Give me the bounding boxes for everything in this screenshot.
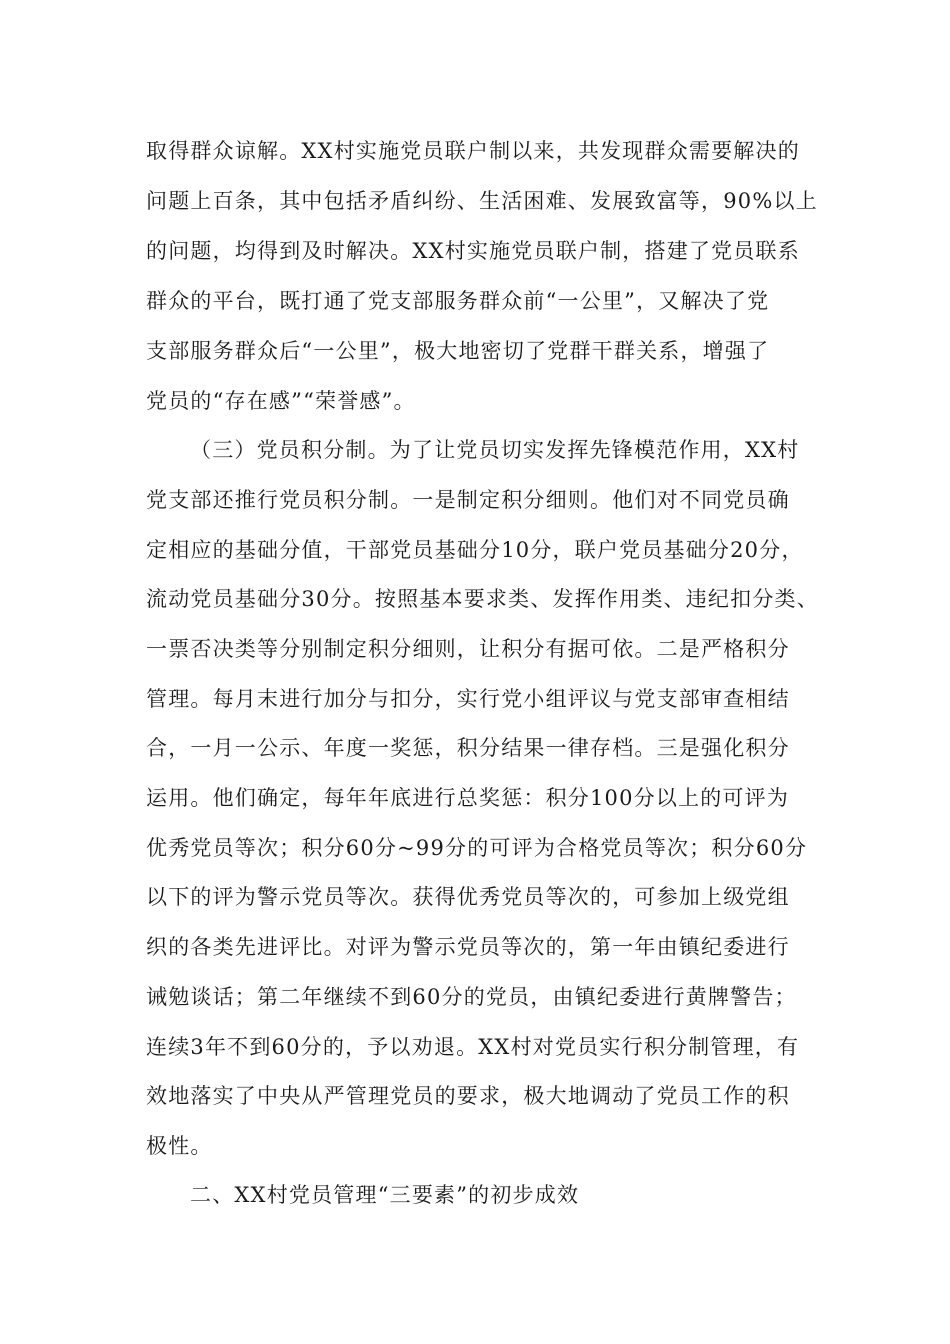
text-line: 问题上百条，其中包括矛盾纠纷、生活困难、发展致富等，90%以上 [146, 189, 818, 213]
text-line: 优秀党员等次；积分60分~99分的可评为合格党员等次；积分60分 [146, 836, 808, 860]
text-line: 管理。每月末进行加分与扣分，实行党小组评议与党支部审查相结 [146, 687, 790, 711]
text-line: 极性。 [146, 1134, 213, 1158]
text-line: 连续3年不到60分的，予以劝退。XX村对党员实行积分制管理，有 [146, 1035, 800, 1059]
text-line: 织的各类先进评比。对评为警示党员等次的，第一年由镇纪委进行 [146, 935, 790, 959]
section-heading: 二、XX村党员管理“三要素”的初步成效 [190, 1183, 580, 1207]
text-line: 一票否决类等分别制定积分细则，让积分有据可依。二是严格积分 [146, 637, 790, 661]
text-line: 的问题，均得到及时解决。XX村实施党员联户制，搭建了党员联系 [146, 239, 800, 263]
text-line: 支部服务群众后“一公里”，极大地密切了党群干群关系，增强了 [146, 339, 770, 363]
text-line: 流动党员基础分30分。按照基本要求类、发挥作用类、违纪扣分类、 [146, 587, 819, 611]
text-line: 运用。他们确定，每年年底进行总奖惩：积分100分以上的可评为 [146, 786, 790, 810]
text-line: 群众的平台，既打通了党支部服务群众前“一公里”，又解决了党 [146, 289, 770, 313]
text-line: 合，一月一公示、年度一奖惩，积分结果一律存档。三是强化积分 [146, 736, 790, 760]
text-line: 诫勉谈话；第二年继续不到60分的党员，由镇纪委进行黄牌警告； [146, 985, 797, 1009]
text-line: 以下的评为警示党员等次。获得优秀党员等次的，可参加上级党组 [146, 885, 790, 909]
text-line: 取得群众谅解。XX村实施党员联户制以来，共发现群众需要解决的 [146, 139, 800, 163]
section-heading-line: （三）党员积分制。为了让党员切实发挥先锋模范作用，XX村 [190, 438, 800, 462]
text-line: 效地落实了中央从严管理党员的要求，极大地调动了党员工作的积 [146, 1084, 790, 1108]
text-line: 定相应的基础分值，干部党员基础分10分，联户党员基础分20分， [146, 538, 804, 562]
text-line: 党支部还推行党员积分制。一是制定积分细则。他们对不同党员确 [146, 488, 790, 512]
text-line: 党员的“存在感”“荣誉感”。 [146, 389, 416, 413]
